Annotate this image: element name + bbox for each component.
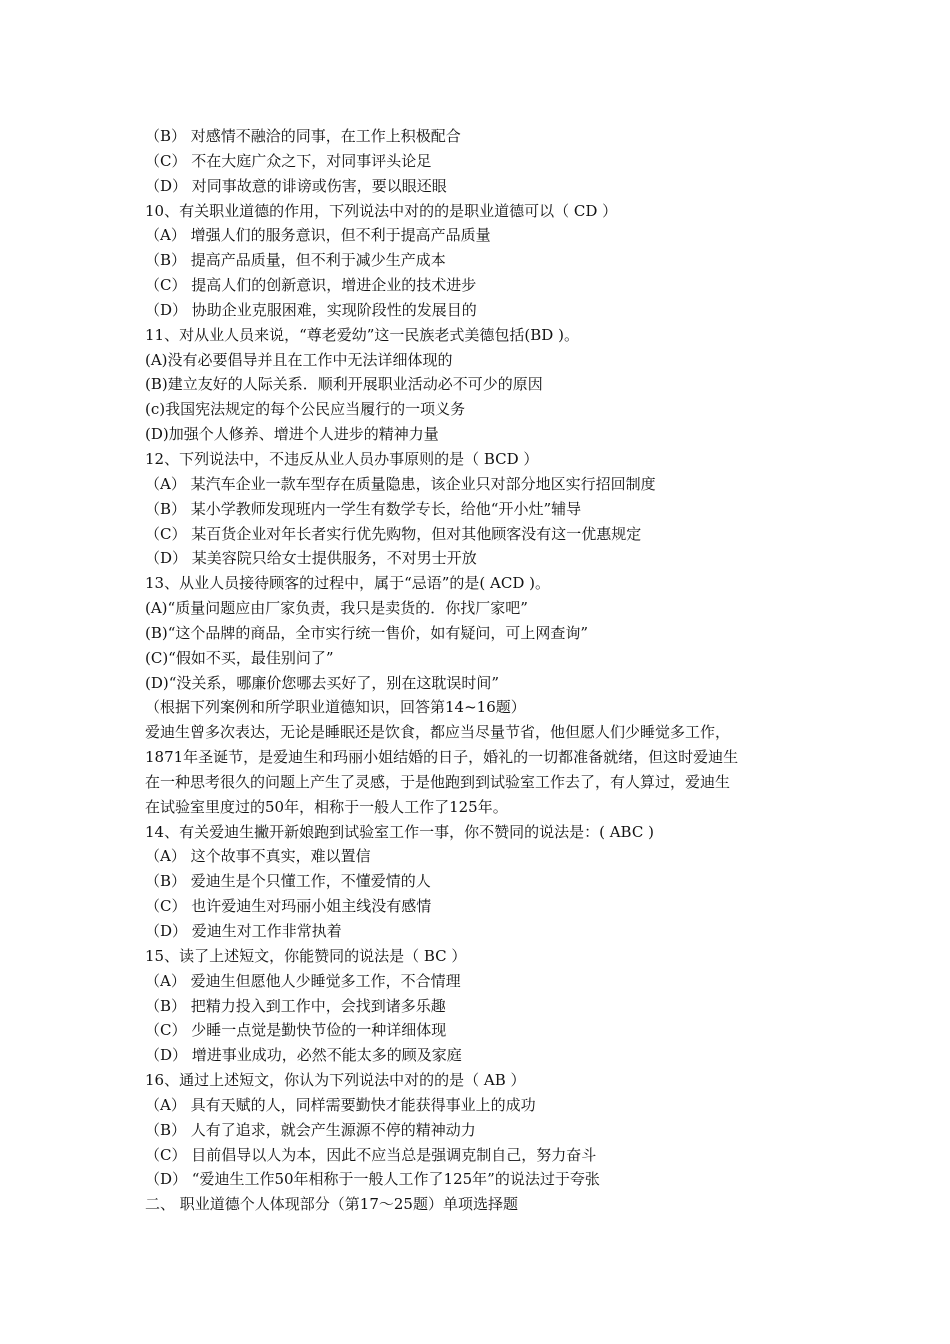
- q10-option-c: （C） 提高人们的创新意识，增进企业的技术进步: [145, 276, 477, 295]
- q14-option-c: （C） 也许爱迪生对玛丽小姐主线没有感情: [145, 897, 432, 916]
- case-paragraph-line: 爱迪生曾多次表达，无论是睡眠还是饮食，都应当尽量节省，他但愿人们少睡觉多工作，: [145, 723, 731, 742]
- q16-option-c: （C） 目前倡导以人为本，因此不应当总是强调克制自己，努力奋斗: [145, 1145, 597, 1164]
- q12-option-a: （A） 某汽车企业一款车型存在质量隐患，该企业只对部分地区实行招回制度: [145, 474, 656, 493]
- q16-option-d: （D） “爱迪生工作50年相称于一般人工作了125年”的说法过于夸张: [145, 1170, 600, 1189]
- option-c-line: （C） 不在大庭广众之下，对同事评头论足: [145, 151, 432, 170]
- q14-option-b: （B） 爱迪生是个只懂工作，不懂爱情的人: [145, 872, 431, 891]
- q12-option-b: （B） 某小学教师发现班内一学生有数学专长，给他“开小灶”辅导: [145, 499, 582, 518]
- q13-option-d: (D)“没关系，哪廉价您哪去买好了，别在这耽误时间”: [145, 673, 500, 692]
- q10-option-a: （A） 增强人们的服务意识，但不利于提高产品质量: [145, 226, 491, 245]
- q16-option-a: （A） 具有天赋的人，同样需要勤快才能获得事业上的成功: [145, 1095, 536, 1114]
- question-12: 12、下列说法中，不违反从业人员办事原则的是（ BCD ）: [145, 449, 539, 468]
- question-15: 15、读了上述短文，你能赞同的说法是（ BC ）: [145, 946, 467, 965]
- q10-option-d: （D） 协助企业克服困难，实现阶段性的发展目的: [145, 300, 477, 319]
- q12-option-d: （D） 某美容院只给女士提供服务，不对男士开放: [145, 549, 477, 568]
- q10-option-b: （B） 提高产品质量，但不利于减少生产成本: [145, 251, 446, 270]
- q13-option-b: (B)“这个品牌的商品，全市实行统一售价，如有疑问，可上网查询”: [145, 623, 589, 642]
- option-b-line: （B） 对感情不融洽的同事，在工作上积极配合: [145, 127, 461, 145]
- q14-option-a: （A） 这个故事不真实，难以置信: [145, 847, 371, 866]
- question-10: 10、有关职业道德的作用，下列说法中对的的是职业道德可以（ CD ）: [145, 201, 618, 220]
- q13-option-a: (A)“质量问题应由厂家负责，我只是卖货的．你找厂家吧”: [145, 599, 528, 618]
- q15-option-a: （A） 爱迪生但愿他人少睡觉多工作，不合情理: [145, 971, 461, 990]
- case-paragraph-line: 在试验室里度过的50年，相称于一般人工作了125年。: [145, 797, 508, 816]
- question-13: 13、从业人员接待顾客的过程中，属于“忌语”的是( ACD )。: [145, 574, 551, 593]
- q12-option-c: （C） 某百货企业对年长者实行优先购物，但对其他顾客没有这一优惠规定: [145, 524, 642, 543]
- q11-option-a: (A)没有必要倡导并且在工作中无法详细体现的: [145, 350, 453, 369]
- q15-option-d: （D） 增进事业成功，必然不能太多的顾及家庭: [145, 1046, 462, 1065]
- document-body: [145, 124, 825, 1217]
- option-d-line: （D） 对同事故意的诽谤或伤害，要以眼还眼: [145, 176, 447, 195]
- question-14: 14、有关爱迪生撇开新娘跑到试验室工作一事，你不赞同的说法是：( ABC ): [145, 822, 654, 841]
- question-11: 11、对从业人员来说，“尊老爱幼”这一民族老式美德包括(BD )。: [145, 325, 579, 344]
- q11-option-c: (c)我国宪法规定的每个公民应当履行的一项义务: [145, 400, 466, 419]
- q15-option-c: （C） 少睡一点觉是勤快节俭的一种详细体现: [145, 1021, 447, 1040]
- q13-option-c: (C)“假如不买，最佳别问了”: [145, 648, 334, 667]
- q11-option-d: (D)加强个人修养、增进个人进步的精神力量: [145, 425, 439, 444]
- q16-option-b: （B） 人有了追求，就会产生源源不停的精神动力: [145, 1120, 476, 1139]
- question-16: 16、通过上述短文，你认为下列说法中对的的是（ AB ）: [145, 1071, 526, 1090]
- case-paragraph-line: 1871年圣诞节，是爱迪生和玛丽小姐结婚的日子，婚礼的一切都准备就绪，但这时爱迪生: [145, 748, 739, 767]
- case-paragraph-line: 在一种思考很久的问题上产生了灵感，于是他跑到到试验室工作去了，有人算过，爱迪生: [145, 772, 731, 791]
- q15-option-b: （B） 把精力投入到工作中，会找到诸多乐趣: [145, 996, 446, 1015]
- case-instruction: （根据下列案例和所学职业道德知识，回答第14~16题）: [145, 698, 526, 717]
- q11-option-b: (B)建立友好的人际关系．顺利开展职业活动必不可少的原因: [145, 375, 543, 394]
- section-heading: 二、 职业道德个人体现部分（第17～25题）单项选择题: [145, 1195, 518, 1214]
- q14-option-d: （D） 爱迪生对工作非常执着: [145, 922, 342, 940]
